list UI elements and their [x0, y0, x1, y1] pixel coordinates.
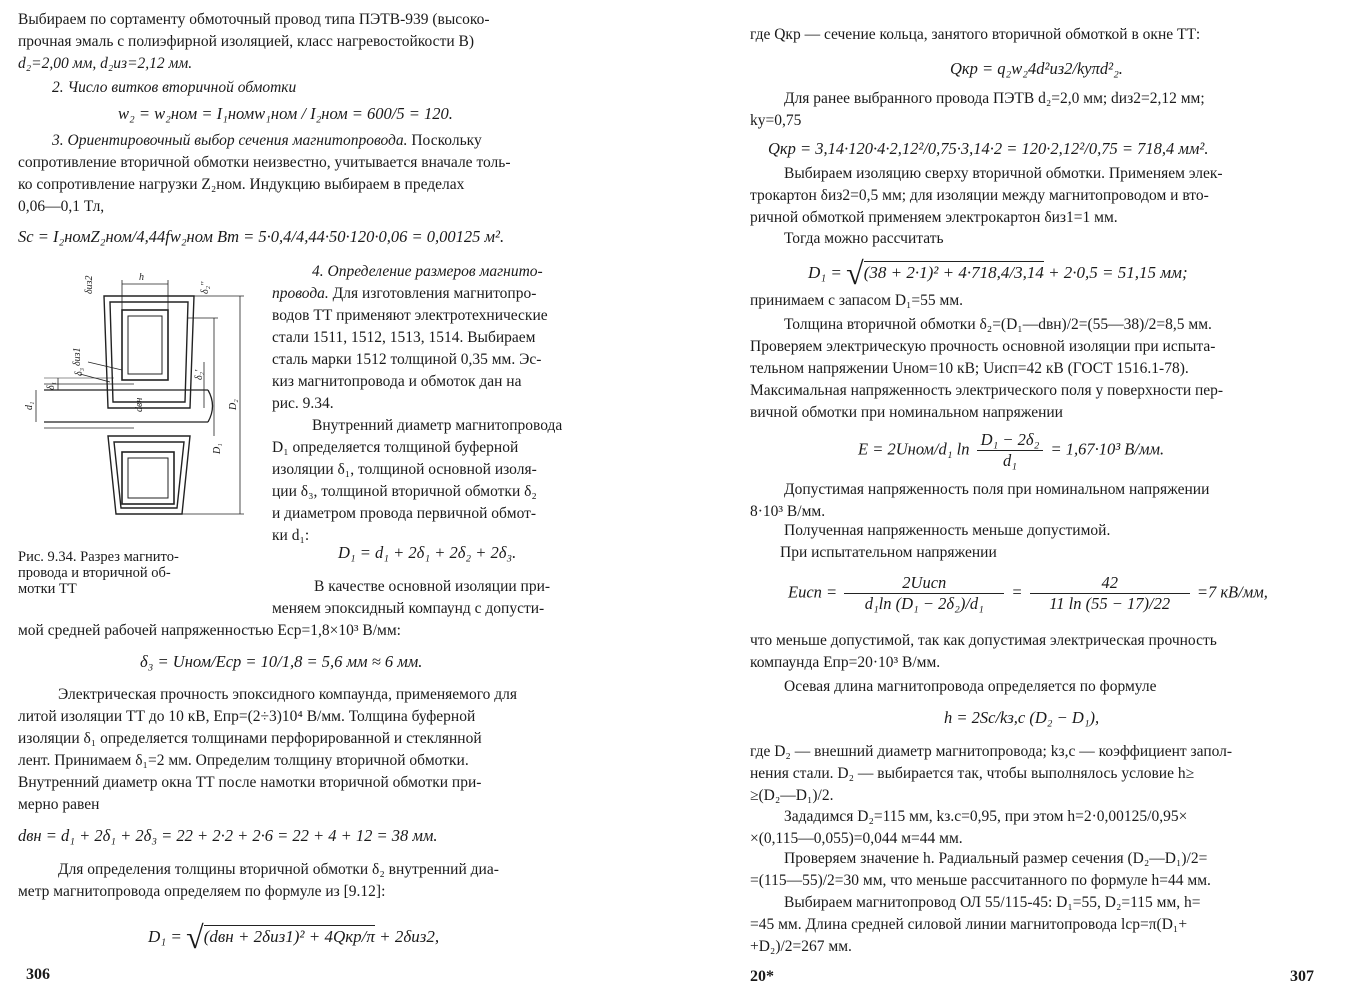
formula-lhs: D₁ =: [808, 263, 847, 282]
compare-block: [750, 630, 1217, 674]
label-h: h: [139, 272, 144, 283]
text-line: =(115—55)/2=30 мм, что меньше рассчитанного по формуле h=44 мм.: [750, 872, 1211, 889]
fraction-numerator: D₁ − 2δ₂: [977, 430, 1044, 451]
text-line: ×(0,115—0,055)=0,044 м=44 мм.: [750, 830, 963, 847]
delta2-block: [750, 314, 1223, 424]
field-strength-formula: [858, 430, 1164, 471]
text-line: тельном напряжении Uном=10 кВ; Uисп=42 кВ (ГОСТ 1516.1-78).: [750, 360, 1189, 377]
formula-lhs: Eисп =: [788, 582, 842, 602]
core-diameter-formula: [148, 919, 440, 955]
text-line: изоляции δ₁, толщиной основной изоля-: [272, 461, 537, 478]
page-number-306: 306: [26, 966, 50, 983]
allowed-block: [750, 479, 1209, 523]
text-line: изоляции δ₁ определяется толщинами перфорированной и стеклянной: [18, 730, 482, 747]
upper-section-outline: [104, 296, 194, 408]
inner-diameter-formula: D₁ = d₁ + 2δ₁ + 2δ₂ + 2δ₃.: [338, 543, 517, 562]
formula-rhs: = 1,67·10³ В/мм.: [1046, 439, 1165, 459]
text-line: где D₂ — внешний диаметр магнитопровода; kз,с — коэффициент запол-: [750, 743, 1233, 760]
d1-accept-text: принимаем с запасом D₁=55 мм.: [750, 292, 964, 309]
label-delta-iz2: δиз2: [84, 275, 95, 294]
step3-text: Поскольку: [407, 132, 482, 149]
signature-mark: 20*: [750, 968, 774, 985]
text-line: ки d₁:: [272, 527, 310, 544]
text-line: и диаметром провода первичной обмот-: [272, 505, 537, 522]
text-line: Для определения толщины вторичной обмотки δ₂ внутренний диа-: [58, 861, 499, 878]
label-D1: D₁: [212, 443, 223, 454]
text-line: Максимальная напряженность электрического поля у поверхности пер-: [750, 382, 1224, 399]
text-line: мой средней рабочей напряженностью Eср=1,8×10³ В/мм:: [18, 622, 401, 639]
delta3-formula: δ₃ = Uном/Eср = 10/1,8 = 5,6 мм ≈ 6 мм.: [140, 652, 423, 671]
strength-block: [18, 684, 517, 816]
text-line: Выбираем изоляцию сверху вторичной обмотки. Применяем элек-: [784, 165, 1223, 182]
text-line: трокартон δиз2=0,5 мм; для изоляции между магнитопроводом и вто-: [750, 187, 1209, 204]
text-line: компаунда Eпр=20·10³ В/мм.: [750, 654, 941, 671]
text-line: ции δ₃, толщиной вторичной обмотки δ₂: [272, 483, 537, 500]
insulation-block: [18, 576, 550, 642]
label-delta2-prime: δ₂': [194, 369, 205, 380]
formula-fraction: [977, 430, 1044, 471]
step2-heading: 2. Число витков вторичной обмотки: [52, 79, 297, 96]
text-line: мерно равен: [18, 796, 100, 813]
text-line: водов ТТ применяют электротехнические: [272, 307, 548, 324]
text-line: +D₂)/2=267 мм.: [750, 938, 852, 955]
text-line: прочная эмаль с полиэфирной изоляцией, класс нагревостойкости В): [18, 33, 475, 50]
text-line: литой изоляции ТТ до 10 кВ, Eпр=(2÷3)10⁴ В/мм. Толщина буферной: [18, 708, 476, 725]
dimension-lines: [36, 280, 244, 514]
insulation-choice-block: [750, 163, 1223, 229]
text-line: Для ранее выбранного провода ПЭТВ d₂=2,0 мм; dиз2=2,12 мм;: [784, 90, 1205, 107]
formula-radicand: (38 + 2·1)² + 4·718,4/3,14: [863, 263, 1044, 282]
step4-heading-cont: провода.: [272, 285, 329, 302]
text-line: стали 1511, 1512, 1513, 1514. Выбираем: [272, 329, 536, 346]
formula-fraction-2: [1030, 573, 1190, 614]
label-dvn: dвн: [134, 397, 145, 412]
label-delta2-second: δ₂'': [200, 281, 211, 294]
test-voltage-text: При испытательном напряжении: [780, 544, 997, 561]
text-line: [272, 283, 562, 305]
text-line: лент. Принимаем δ₁=2 мм. Определим толщину вторичной обмотки.: [18, 752, 469, 769]
text-line: ричной обмоткой применяем электрокартон δиз1=1 мм.: [750, 209, 1118, 226]
then-calc-text: Тогда можно рассчитать: [784, 230, 944, 247]
formula-rhs: + 2·0,5 = 51,15 мм;: [1043, 263, 1188, 282]
section-area-formula: Sс = I₂номZ₂ном/4,44fw₂ном Bm = 5·0,4/4,44·50·120·0,06 = 0,00125 м².: [18, 227, 505, 246]
fraction-denominator: d₁ln (D₁ − 2δ₂)/d₁: [864, 594, 984, 613]
text-line: вичной обмотки при номинальном напряжении: [750, 404, 1063, 421]
caption-line: мотки ТТ: [18, 581, 77, 597]
text-line: Внутренний диаметр окна ТТ после намотки вторичной обмотки при-: [18, 774, 482, 791]
text-line: 0,06—0,1 Тл,: [18, 198, 105, 215]
left-page: [0, 0, 672, 994]
text-line: В качестве основной изоляции при-: [314, 578, 551, 595]
step3-block: [18, 130, 511, 218]
d2-definition-block: [750, 741, 1232, 807]
text-line: Внутренний диаметр магнитопровода: [312, 417, 563, 434]
step4-heading: 4. Определение размеров магнито-: [312, 263, 543, 280]
set-values-block: [750, 806, 1187, 850]
text-line: нения стали. D₂ — выбирается так, чтобы выполнялось условие h≥: [750, 765, 1195, 782]
thickness-block: [18, 859, 499, 903]
text-line: Допустимая напряженность поля при номинальном напряжении: [784, 481, 1210, 498]
text-line: что меньше допустимой, так как допустимая электрическая прочность: [750, 632, 1217, 649]
formula-rhs: =7 кВ/мм,: [1192, 582, 1268, 602]
formula-equals: =: [1007, 582, 1027, 602]
axial-length-formula: h = 2Sс/kз,с (D₂ − D₁),: [944, 708, 1100, 727]
axial-length-text: Осевая длина магнитопровода определяется по формуле: [784, 678, 1157, 695]
formula-lhs: E = 2Uном/d₁ ln: [858, 439, 974, 459]
fraction-numerator: 2Uисп: [844, 573, 1004, 594]
text-line: сопротивление вторичной обмотки неизвестно, учитывается вначале толь-: [18, 154, 511, 171]
fraction-denominator: d₁: [1002, 451, 1017, 470]
wire-block: [750, 88, 1205, 132]
step4-text: Для изготовления магнитопро-: [328, 285, 537, 302]
fraction-numerator: 42: [1030, 573, 1190, 594]
text-line: kу=0,75: [750, 112, 802, 129]
text-line: ко сопротивление нагрузки Z₂ном. Индукцию выбираем в пределах: [18, 176, 465, 193]
radical-sign: √: [846, 255, 864, 291]
label-d1: d₁: [24, 401, 35, 410]
label-delta3: δ₃: [74, 367, 85, 376]
test-field-formula: [788, 573, 1268, 614]
text-line: киз магнитопровода и обмоток дан на: [272, 373, 522, 390]
step4-block: [272, 261, 562, 547]
intro-text: [18, 9, 490, 75]
text-line: сталь марки 1512 толщиной 0,35 мм. Эс-: [272, 351, 542, 368]
inner-window-formula: dвн = d₁ + 2δ₁ + 2δ₃ = 22 + 2·2 + 2·6 = 22 + 4 + 12 = 38 мм.: [18, 826, 438, 845]
text-line: ≥(D₂—D₁)/2.: [750, 787, 834, 804]
text-line: Выбираем магнитопровод ОЛ 55/115-45: D₁=55, D₂=115 мм, h=: [784, 894, 1201, 911]
label-delta1: δ₁: [46, 381, 57, 390]
text-line: Проверяем значение h. Радиальный размер сечения (D₂—D₁)/2=: [784, 850, 1208, 867]
fraction-denominator: 11 ln (55 − 17)/22: [1049, 594, 1171, 613]
text-line: Толщина вторичной обмотки δ₂=(D₁—dвн)/2=(55—38)/2=8,5 мм.: [784, 316, 1212, 333]
text-line: D₁ определяется толщиной буферной: [272, 439, 519, 456]
check-block: [750, 848, 1211, 958]
text-line: рис. 9.34.: [272, 395, 334, 412]
lower-section-outline: [108, 436, 190, 514]
formula-fraction-1: [844, 573, 1004, 614]
step3-heading: 3. Ориентировочный выбор сечения магнитопровода.: [52, 132, 408, 149]
label-delta-iz1: δиз1: [72, 347, 83, 366]
magnetic-core-figure: [14, 266, 254, 536]
text-line: 8·10³ В/мм.: [750, 503, 826, 520]
formula-rhs: + 2δиз2,: [374, 927, 440, 946]
formula-radicand: (dвн + 2δиз1)² + 4Qкр/π: [203, 927, 375, 946]
radical-sign: √: [186, 919, 204, 955]
formula-lhs: D₁ =: [148, 927, 187, 946]
qkr-calculation: Qкр = 3,14·120·4·2,12²/0,75·3,14·2 = 120·2,12²/0,75 = 718,4 мм².: [768, 139, 1209, 158]
text-line: =45 мм. Длина средней силовой линии магнитопровода lср=π(D₁+: [750, 916, 1188, 933]
qkr-definition: где Qкр — сечение кольца, занятого вторичной обмоткой в окне ТТ:: [750, 26, 1201, 43]
caption-line: провода и вторичной об-: [18, 565, 171, 581]
label-D2: D₂: [228, 399, 239, 410]
qkr-formula: Qкр = q₂w₂4d²из2/kуπd²₂.: [950, 59, 1123, 78]
text-line: Проверяем электрическую прочность основной изоляции при испыта-: [750, 338, 1216, 355]
page-number-307: 307: [1290, 968, 1314, 985]
text-line: [18, 130, 511, 152]
text-line: Зададимся D₂=115 мм, kз.с=0,95, при этом h=2·0,00125/0,95×: [784, 808, 1188, 825]
text-line: Электрическая прочность эпоксидного компаунда, применяемого для: [58, 686, 518, 703]
wire-dimensions: d₂=2,00 мм, d₂из=2,12 мм.: [18, 55, 193, 72]
right-page: [672, 0, 1345, 994]
caption-line: Рис. 9.34. Разрез магнито-: [18, 549, 179, 565]
less-text: Полученная напряженность меньше допустимой.: [784, 522, 1111, 539]
text-line: метр магнитопровода определяем по формуле из [9.12]:: [18, 883, 386, 900]
primary-conductor: [44, 378, 213, 428]
d1-calculation: [808, 255, 1188, 291]
text-line: меняем эпоксидный компаунд с допусти-: [272, 600, 545, 617]
turns-formula: w₂ = w₂ном = I₁номw₁ном / I₂ном = 600/5 = 120.: [118, 104, 453, 123]
text-line: Выбираем по сортаменту обмоточный провод типа ПЭТВ-939 (высоко-: [18, 11, 490, 28]
